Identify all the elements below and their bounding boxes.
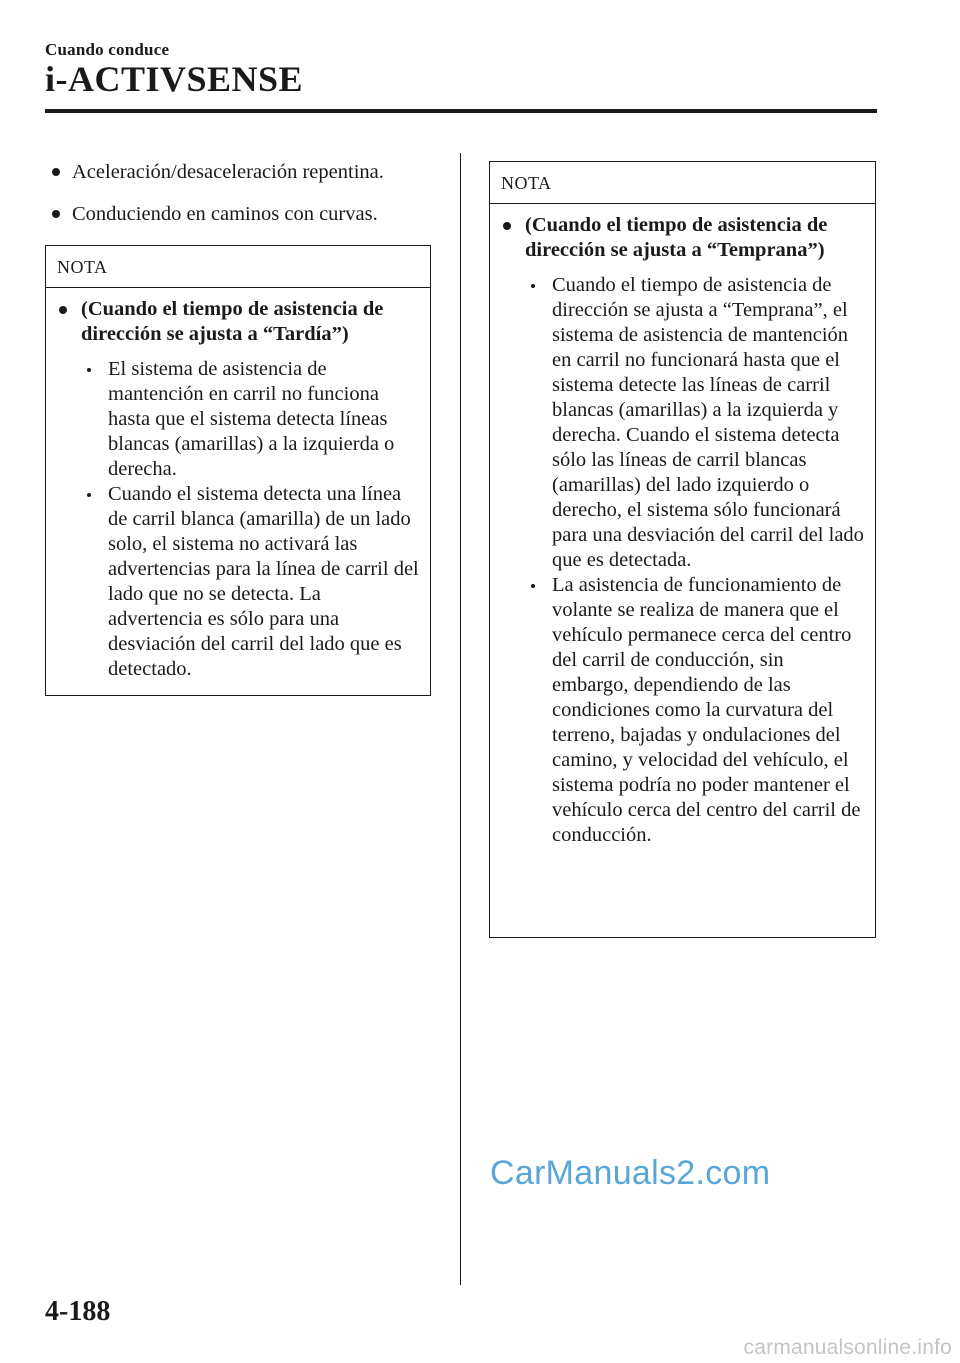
note-heading <box>57 297 420 347</box>
sub-bullet-icon <box>531 584 535 588</box>
list-item-text: Cuando el sistema detecta una línea de carril blanca (amarilla) de un lado solo, el sistema no activará las advertencias para la línea de carril del lado que no se detecta. La advertencia es sólo para una desviación del carril del lado que es detectado. <box>108 483 419 680</box>
sub-bullet-icon <box>87 493 91 497</box>
note-box-tardia <box>45 245 431 696</box>
note-title: NOTA <box>46 246 430 288</box>
list-item-text: Conduciendo en caminos con curvas. <box>72 203 378 225</box>
note-box-temprana <box>489 161 876 938</box>
bullet-dot-icon <box>52 168 60 176</box>
list-item <box>501 573 865 848</box>
column-divider <box>460 153 461 1285</box>
note-item-list <box>57 357 420 682</box>
site-watermark: carmanualsonline.info <box>743 1336 952 1359</box>
note-heading-text: (Cuando el tiempo de asistencia de dirección se ajusta a “Temprana”) <box>525 214 828 261</box>
note-item-list <box>501 273 865 848</box>
sub-bullet-icon <box>531 284 535 288</box>
bullet-dot-icon <box>52 210 60 218</box>
list-item-text: Cuando el tiempo de asistencia de dirección se ajusta a “Temprana”, el sistema de asistencia de mantención en carril no funcionará hasta que el sistema detecte las líneas de carril blancas (amarillas) a la izquierda y derecha. Cuando el sistema detecta sólo las líneas de carril blancas (amarillas) del lado izquierdo o derecho, el sistema sólo funcionará para una desviación del carril del lado que es detectada. <box>552 274 864 571</box>
sub-bullet-icon <box>87 368 91 372</box>
list-item <box>57 482 420 682</box>
bullet-dot-icon <box>59 306 67 314</box>
header-rule <box>45 109 877 113</box>
list-item <box>501 273 865 573</box>
list-item-text: La asistencia de funcionamiento de volante se realiza de manera que el vehículo permanece cerca del centro del carril de conducción, sin embargo, dependiendo de las condiciones como la curvatura del terreno, bajadas y ondulaciones del camino, y velocidad del vehículo, el sistema podría no poder mantener el vehículo cerca del centro del carril de conducción. <box>552 574 861 846</box>
watermark-logo: CarManuals2.com <box>490 1154 771 1192</box>
note-title: NOTA <box>490 162 875 204</box>
note-body <box>490 204 875 848</box>
note-body <box>46 288 430 682</box>
list-item-text: El sistema de asistencia de mantención en carril no funciona hasta que el sistema detecta líneas blancas (amarillas) a la izquierda o derecha. <box>108 358 395 480</box>
chapter-title: i-ACTIVSENSE <box>45 59 304 99</box>
list-item <box>52 202 432 227</box>
bullet-dot-icon <box>503 222 511 230</box>
note-heading-text: (Cuando el tiempo de asistencia de dirección se ajusta a “Tardía”) <box>81 298 384 345</box>
note-heading <box>501 213 865 263</box>
left-bullet-list <box>52 160 432 244</box>
list-item <box>52 160 432 185</box>
page-number: 4-188 <box>45 1296 111 1327</box>
list-item-text: Aceleración/desaceleración repentina. <box>72 161 384 183</box>
section-label: Cuando conduce <box>45 40 170 59</box>
list-item <box>57 357 420 482</box>
